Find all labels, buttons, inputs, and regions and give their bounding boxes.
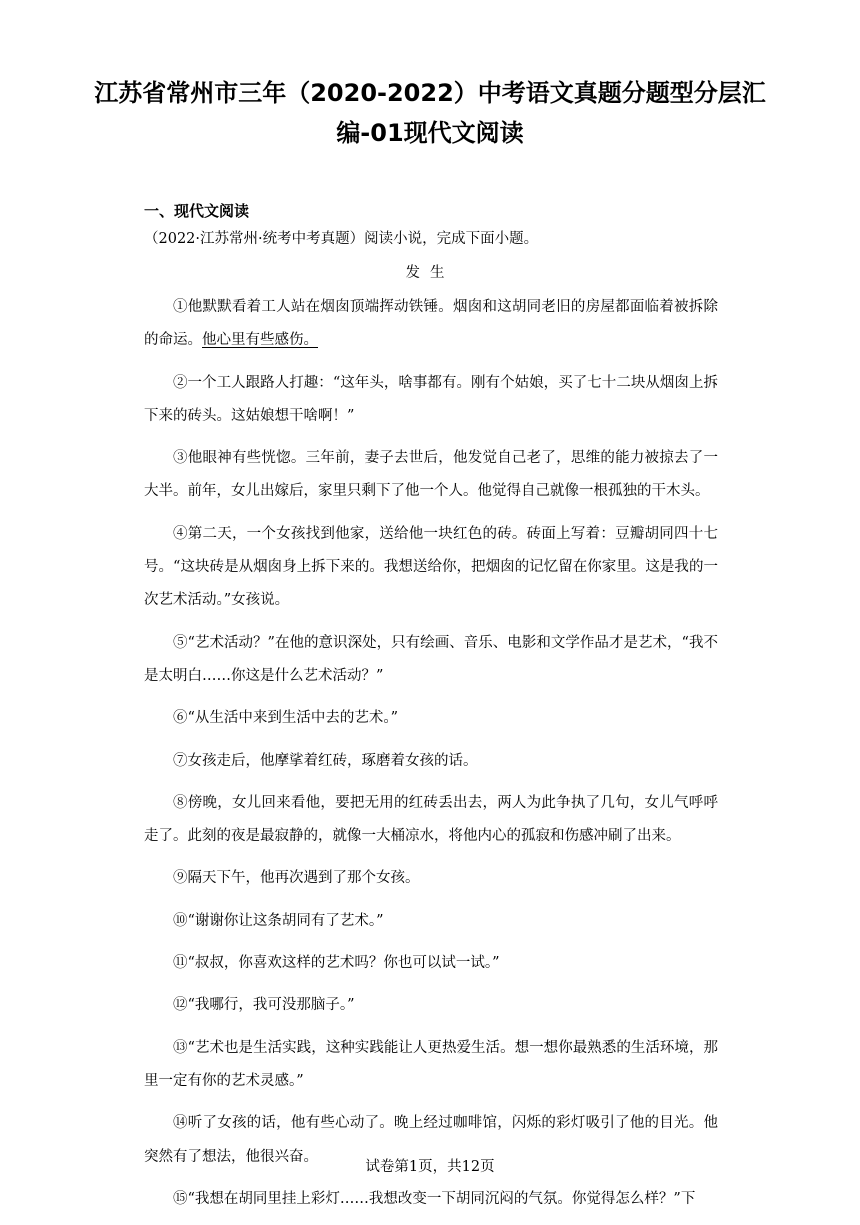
document-title-line-1: 江苏省常州市三年（2020-2022）中考语文真题分题型分层汇 — [94, 79, 766, 107]
paragraph-8: ⑧傍晚，女儿回来看他，要把无用的红砖丢出去，两人为此争执了几句，女儿气呼呼走了。此刻的夜是最寂静的，就像一大桶凉水，将他内心的孤寂和伤感冲刷了出来。 — [144, 794, 718, 845]
paragraph-14: ⑭听了女孩的话，他有些心动了。晚上经过咖啡馆，闪烁的彩灯吸引了他的目光。他突然有了想法，他很兴奋。 — [144, 1115, 718, 1165]
story-title: 发生 — [405, 265, 455, 281]
section-heading: 一、现代文阅读 — [144, 202, 250, 220]
paragraph-text: ①他默默看着工人站在烟囱顶端挥动铁锤。烟囱和这胡同老旧的房屋都面临着被拆除的命运。 — [144, 299, 718, 349]
paragraph-10: ⑩“谢谢你让这条胡同有了艺术。” — [173, 912, 384, 929]
paragraph-9: ⑨隔天下午，他再次遇到了那个女孩。 — [173, 870, 420, 887]
page-footer: 试卷第1页，共12页 — [365, 1159, 495, 1175]
source-line: （2022·江苏常州·统考中考真题）阅读小说，完成下面小题。 — [144, 231, 539, 247]
story-body — [144, 291, 718, 1225]
paragraph-15: ⑮“我想在胡同里挂上彩灯……我想改变一下胡同沉闷的气氛。你觉得怎么样？”下 — [173, 1190, 696, 1207]
paragraph-5: ⑤“艺术活动？”在他的意识深处，只有绘画、音乐、电影和文学作品才是艺术，“我不是太明白……你这是什么艺术活动？” — [144, 634, 718, 684]
underlined-sentence: 他心里有些感伤。 — [202, 332, 318, 349]
document-title-line-2: 编-01现代文阅读 — [336, 119, 524, 147]
paragraph-6: ⑥“从生活中来到生活中去的艺术。” — [173, 710, 399, 727]
paragraph-4: ④第二天，一个女孩找到他家，送给他一块红色的砖。砖面上写着：豆瓣胡同四十七号。“这块砖是从烟囱身上拆下来的。我想送给你，把烟囱的记忆留在你家里。这是我的一次艺术活动。”女孩说。 — [144, 525, 718, 609]
paragraph-1 — [144, 291, 718, 358]
paragraph-13: ⑬“艺术也是生活实践，这种实践能让人更热爱生活。想一想你最熟悉的生活环境，那里一定有你的艺术灵感。” — [144, 1039, 718, 1089]
paragraph-11: ⑪“叔叔，你喜欢这样的艺术吗？你也可以试一试。” — [173, 955, 500, 972]
paragraph-3: ③他眼神有些恍惚。三年前，妻子去世后，他发觉自己老了，思维的能力被掠去了一大半。前年，女儿出嫁后，家里只剩下了他一个人。他觉得自己就像一根孤独的干木头。 — [144, 450, 718, 500]
paragraph-12: ⑫“我哪行，我可没那脑子。” — [173, 997, 355, 1014]
paragraph-2: ②一个工人跟路人打趣：“这年头，啥事都有。刚有个姑娘，买了七十二块从烟囱上拆下来的砖头。这姑娘想干啥啊！” — [144, 374, 718, 424]
paragraph-7: ⑦女孩走后，他摩挲着红砖，琢磨着女孩的话。 — [173, 752, 478, 769]
